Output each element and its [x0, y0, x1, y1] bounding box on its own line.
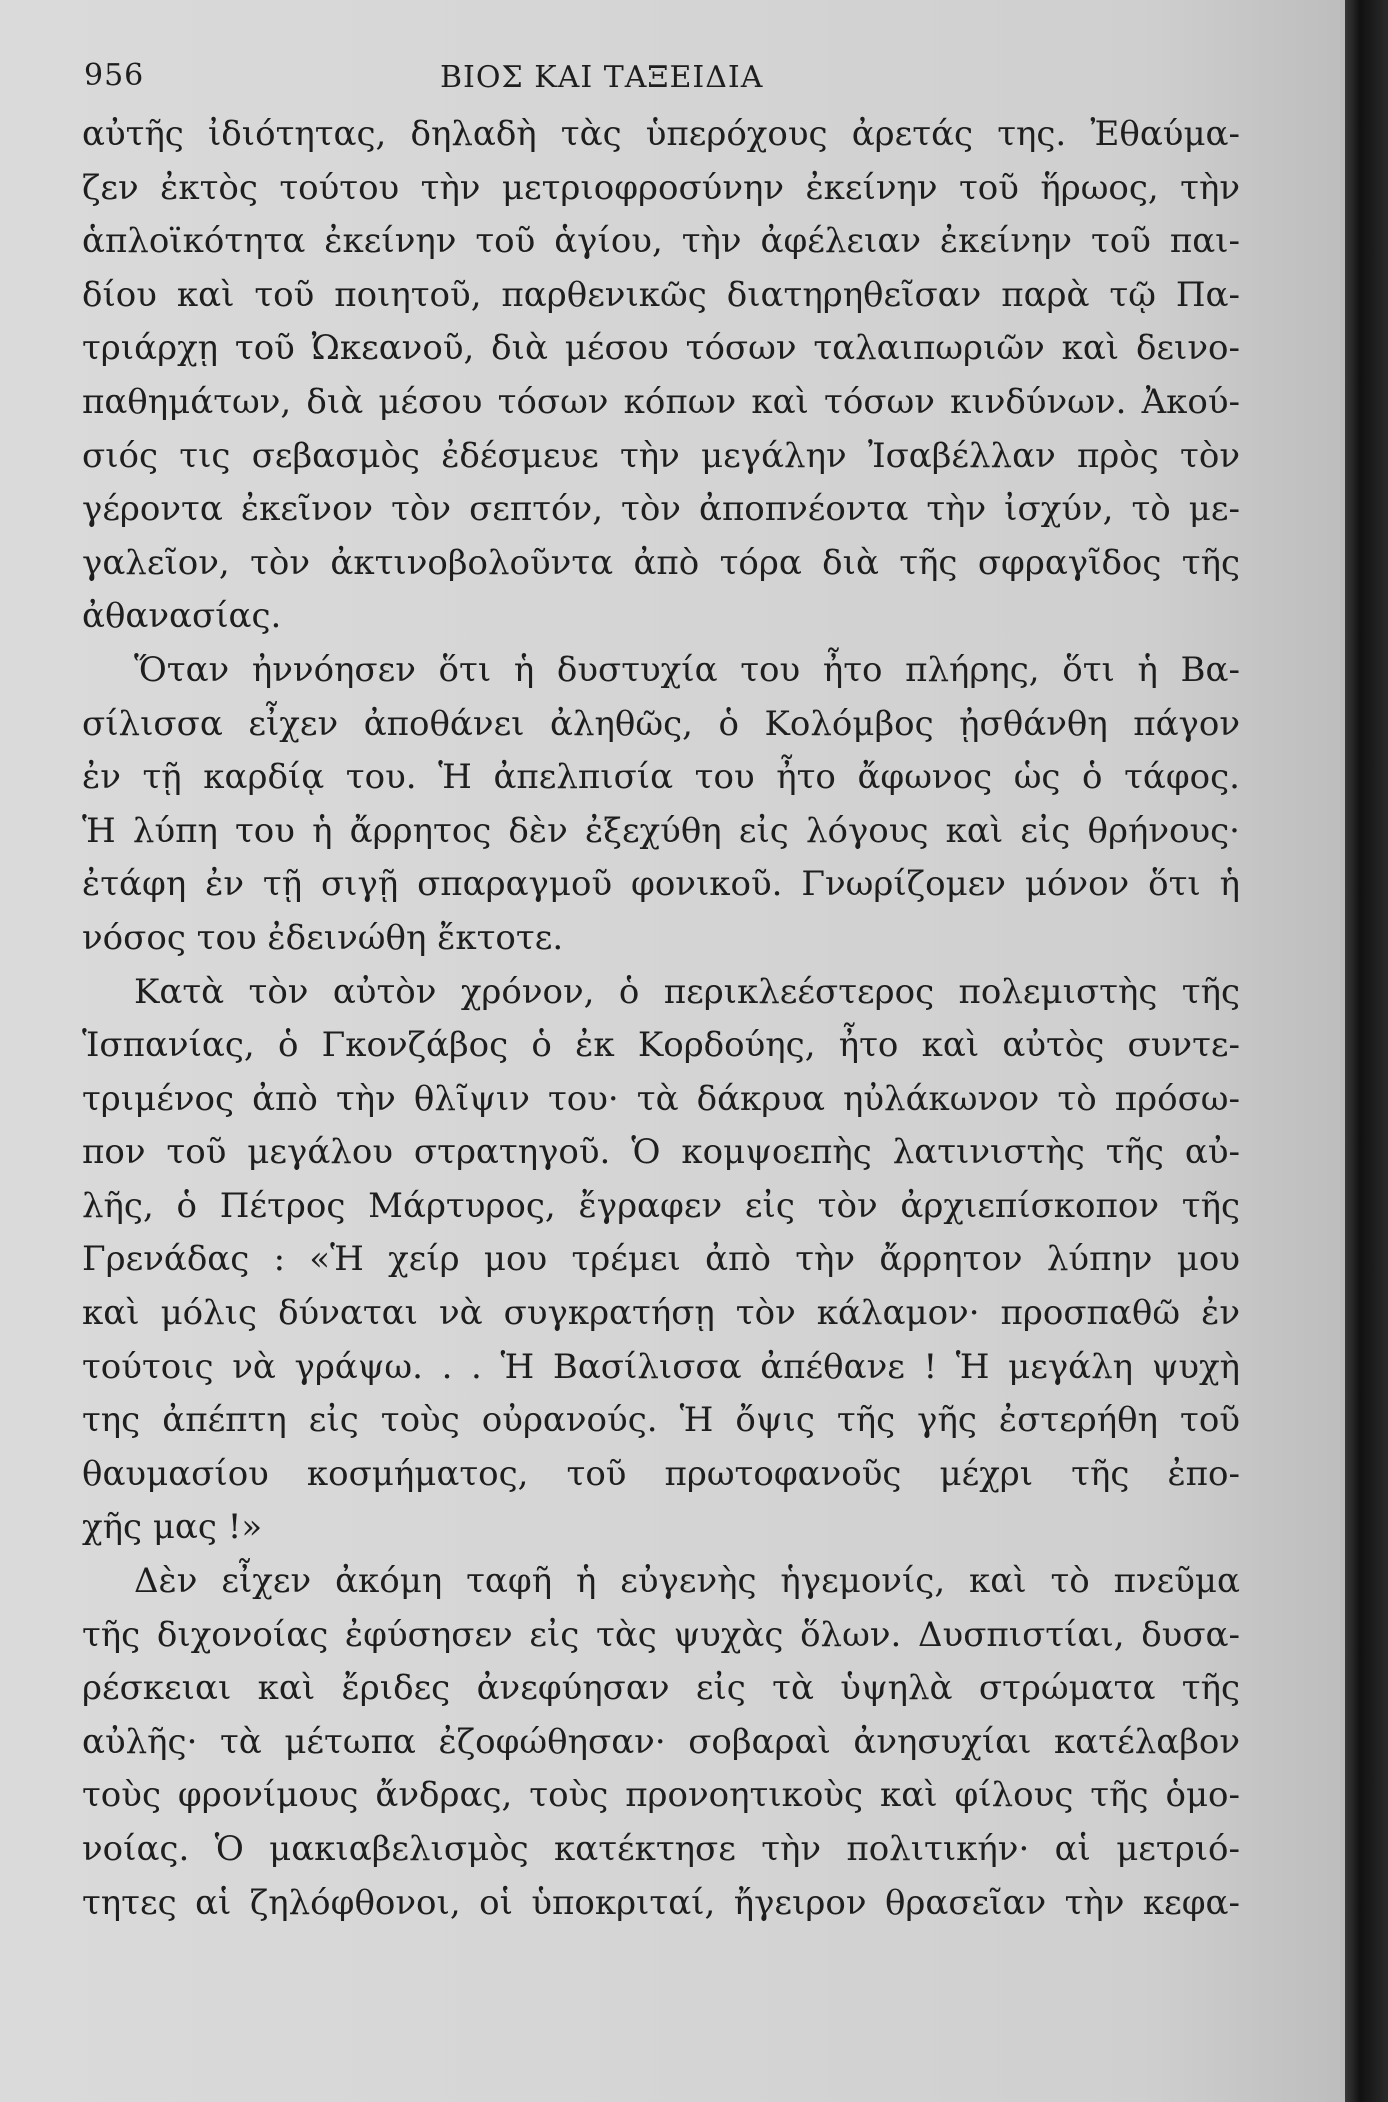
text-line: δίου καὶ τοῦ ποιητοῦ, παρθενικῶς διατηρηθεῖσαν παρὰ τῷ Πα-	[82, 274, 1240, 315]
body-text	[82, 108, 1240, 1930]
text-line: γέροντα ἐκεῖνον τὸν σεπτόν, τὸν ἀποπνέοντα τὴν ἰσχύν, τὸ με-	[82, 489, 1240, 530]
text-line: ρέσκειαι καὶ ἔριδες ἀνεφύησαν εἰς τὰ ὑψηλὰ στρώματα τῆς	[82, 1668, 1240, 1709]
text-line: Δὲν εἶχεν ἀκόμη ταφῆ ἡ εὐγενὴς ἡγεμονίς, καὶ τὸ πνεῦμα	[134, 1561, 1240, 1602]
book-gutter-shadow	[1345, 0, 1388, 2102]
text-line: ἐτάφη ἐν τῇ σιγῇ σπαραγμοῦ φονικοῦ. Γνωρίζομεν μόνον ὅτι ἡ	[82, 864, 1240, 905]
text-line: θαυμασίου κοσμήματος, τοῦ πρωτοφανοῦς μέχρι τῆς ἐπο-	[82, 1453, 1240, 1494]
text-line: αὐτῆς ἰδιότητας, δηλαδὴ τὰς ὑπερόχους ἀρετάς της. Ἐθαύμα-	[82, 114, 1240, 154]
text-line: Ἱσπανίας, ὁ Γκονζάβος ὁ ἐκ Κορδούης, ἦτο καὶ αὐτὸς συντε-	[82, 1025, 1240, 1066]
text-line: τούτοις νὰ γράψω. . . Ἡ Βασίλισσα ἀπέθανε ! Ἡ μεγάλη ψυχὴ	[82, 1346, 1240, 1387]
text-line: τριάρχῃ τοῦ Ὠκεανοῦ, διὰ μέσου τόσων ταλαιπωριῶν καὶ δεινο-	[82, 328, 1240, 369]
text-line: ἁπλοϊκότητα ἐκείνην τοῦ ἁγίου, τὴν ἀφέλειαν ἐκείνην τοῦ παι-	[82, 221, 1240, 262]
running-title: ΒΙΟΣ ΚΑΙ ΤΑΞΕΙΔΙΑ	[440, 60, 764, 95]
text-line: νοίας. Ὁ μακιαβελισμὸς κατέκτησε τὴν πολιτικήν· αἱ μετριό-	[82, 1829, 1240, 1869]
text-line: νόσος του ἐδεινώθη ἔκτοτε.	[82, 917, 564, 958]
text-line: Κατὰ τὸν αὐτὸν χρόνον, ὁ περικλεέστερος πολεμιστὴς τῆς	[134, 971, 1240, 1012]
text-line: παθημάτων, διὰ μέσου τόσων κόπων καὶ τόσων κινδύνων. Ἀκού-	[82, 381, 1240, 422]
text-line: τοὺς φρονίμους ἄνδρας, τοὺς προνοητικοὺς καὶ φίλους τῆς ὁμο-	[82, 1775, 1240, 1816]
text-line: γαλεῖον, τὸν ἀκτινοβολοῦντα ἀπὸ τόρα διὰ τῆς σφραγῖδος τῆς	[82, 542, 1240, 583]
page-header	[84, 58, 1244, 108]
text-line: τητες αἱ ζηλόφθονοι, οἱ ὑποκριταί, ἤγειρον θρασεῖαν τὴν κεφα-	[82, 1882, 1240, 1923]
text-line: Γρενάδας : «Ἡ χείρ μου τρέμει ἀπὸ τὴν ἄρρητον λύπην μου	[82, 1239, 1240, 1280]
text-line: Ἡ λύπη του ἡ ἄρρητος δὲν ἐξεχύθη εἰς λόγους καὶ εἰς θρήνους·	[82, 810, 1240, 851]
text-line: λῆς, ὁ Πέτρος Μάρτυρος, ἔγραφεν εἰς τὸν ἀρχιεπίσκοπον τῆς	[82, 1185, 1240, 1226]
text-line: αὐλῆς· τὰ μέτωπα ἐζοφώθησαν· σοβαραὶ ἀνησυχίαι κατέλαβον	[82, 1721, 1240, 1762]
text-line: πον τοῦ μεγάλου στρατηγοῦ. Ὁ κομψοεπὴς λατινιστὴς τῆς αὐ-	[82, 1132, 1240, 1173]
text-line: της ἀπέπτη εἰς τοὺς οὐρανούς. Ἡ ὄψις τῆς γῆς ἐστερήθη τοῦ	[82, 1400, 1240, 1441]
text-line: ἀθανασίας.	[82, 596, 282, 637]
text-line: σίλισσα εἶχεν ἀποθάνει ἀληθῶς, ὁ Κολόμβος ᾐσθάνθη πάγον	[82, 703, 1240, 744]
text-line: καὶ μόλις δύναται νὰ συγκρατήσῃ τὸν κάλαμον· προσπαθῶ ἐν	[82, 1293, 1240, 1334]
text-line: τῆς διχονοίας ἐφύσησεν εἰς τὰς ψυχὰς ὅλων. Δυσπιστίαι, δυσα-	[82, 1614, 1240, 1655]
text-line: ζεν ἐκτὸς τούτου τὴν μετριοφροσύνην ἐκείνην τοῦ ἥρωος, τὴν	[82, 167, 1240, 208]
text-line: τριμένος ἀπὸ τὴν θλῖψιν του· τὰ δάκρυα ηὐλάκωνον τὸ πρόσω-	[82, 1078, 1240, 1119]
text-line: χῆς μας !»	[82, 1507, 263, 1548]
text-line: σιός τις σεβασμὸς ἐδέσμευε τὴν μεγάλην Ἰσαβέλλαν πρὸς τὸν	[82, 435, 1240, 476]
text-line: Ὅταν ἠννόησεν ὅτι ἡ δυστυχία του ἦτο πλήρης, ὅτι ἡ Βα-	[134, 649, 1240, 690]
text-line: ἐν τῇ καρδίᾳ του. Ἡ ἀπελπισία του ἦτο ἄφωνος ὡς ὁ τάφος.	[82, 757, 1240, 798]
page-number: 956	[84, 58, 145, 93]
